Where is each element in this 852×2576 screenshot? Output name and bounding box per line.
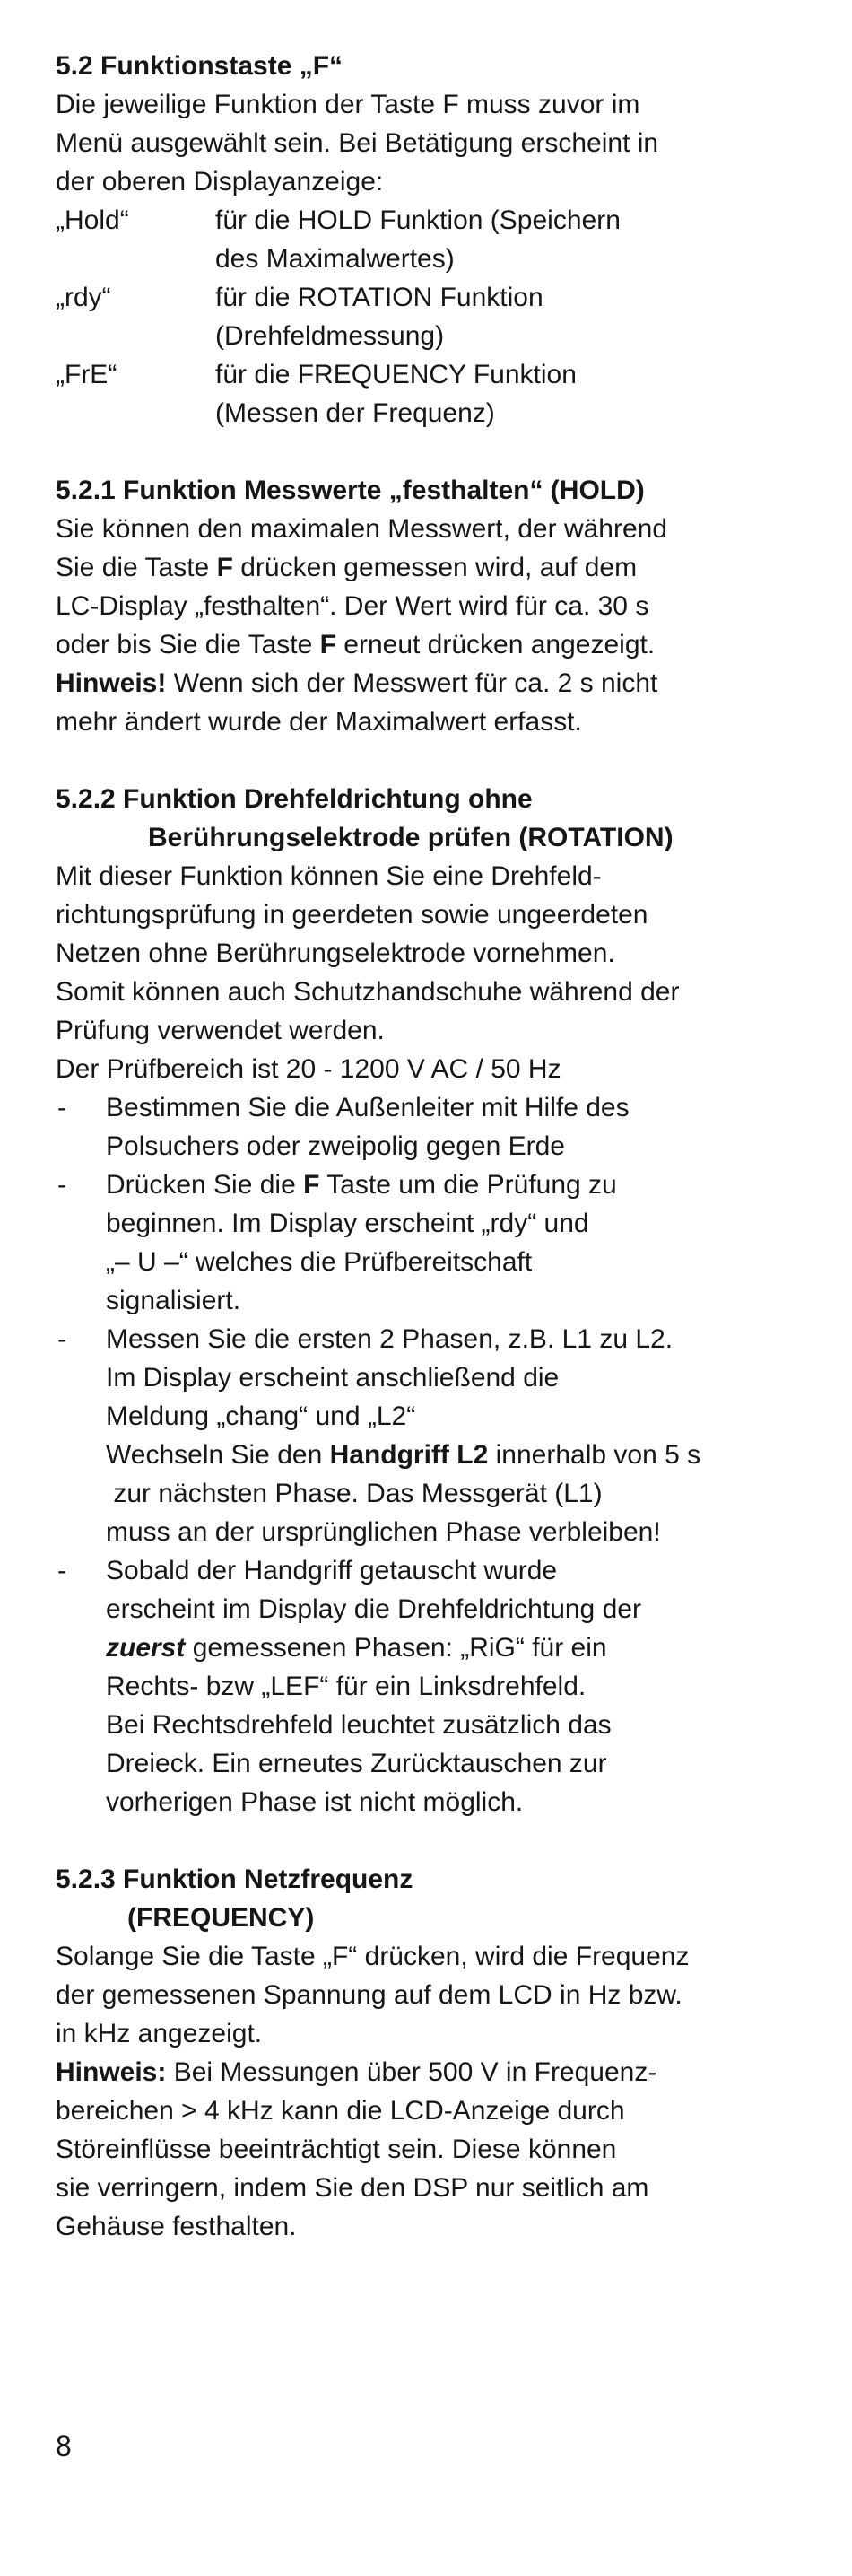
definition-desc: für die HOLD Funktion (Speichern: [215, 205, 621, 235]
section-heading-continued: (FREQUENCY): [127, 1903, 315, 1933]
section-5-2-2: [56, 780, 800, 1821]
paragraph-line: bereichen > 4 kHz kann die LCD-Anzeige durch: [56, 2096, 625, 2126]
list-item: - Messen Sie die ersten 2 Phasen, z.B. L1 zu L2. Im Display erscheint anschließend die Meldung „chang“ und „L2“ Wechseln Sie den Handgriff L2 innerhalb von 5 s zur nächsten Phase. Das Messgerät (L1) muss an der ursprünglichen Phase verbleiben!: [56, 1320, 800, 1551]
definition-term: „rdy“: [56, 283, 111, 312]
page-number: 8: [56, 2430, 72, 2462]
definition-hold: [56, 201, 800, 278]
definition-desc: des Maximalwertes): [215, 244, 455, 274]
definition-fre: [56, 355, 800, 432]
section-heading: 5.2.1 Funktion Messwerte „festhalten“ (HOLD): [56, 476, 645, 505]
paragraph-line: der oberen Displayanzeige:: [56, 167, 384, 196]
section-5-2: [56, 47, 800, 432]
list-item: - Drücken Sie die F Taste um die Prüfung zu beginnen. Im Display erscheint „rdy“ und „– U –“ welches die Prüfbereitschaft signalisiert.: [56, 1166, 800, 1320]
paragraph-line: Gehäuse festhalten.: [56, 2212, 297, 2241]
paragraph-line: der gemessenen Spannung auf dem LCD in Hz bzw.: [56, 1980, 682, 2010]
note-label: Hinweis!: [56, 668, 167, 698]
paragraph-line: in kHz angezeigt.: [56, 2019, 263, 2048]
section-heading: 5.2 Funktionstaste „F“: [56, 51, 343, 81]
manual-page: [56, 47, 800, 2246]
paragraph-line: Sie die Taste F drücken gemessen wird, auf dem: [56, 553, 638, 582]
bullet-dash: -: [57, 1324, 66, 1354]
bullet-dash: -: [57, 1556, 66, 1585]
paragraph-line: Mit dieser Funktion können Sie eine Drehfeld-: [56, 861, 602, 891]
definition-desc: (Messen der Frequenz): [215, 398, 495, 428]
paragraph-line: oder bis Sie die Taste F erneut drücken angezeigt.: [56, 630, 656, 659]
definition-term: „Hold“: [56, 205, 129, 235]
paragraph-line: Solange Sie die Taste „F“ drücken, wird die Frequenz: [56, 1942, 690, 1971]
definition-desc: für die FREQUENCY Funktion: [215, 360, 577, 389]
paragraph-line: Prüfung verwendet werden.: [56, 1016, 385, 1045]
bullet-dash: -: [57, 1093, 66, 1122]
section-5-2-3: [56, 1860, 800, 2246]
bullet-dash: -: [57, 1170, 66, 1200]
definition-term: „FrE“: [56, 360, 117, 389]
section-heading: 5.2.3 Funktion Netzfrequenz: [56, 1864, 413, 1894]
definition-desc: (Drehfeldmessung): [215, 321, 445, 351]
paragraph-line: Hinweis! Wenn sich der Messwert für ca. 2 s nicht: [56, 668, 658, 698]
paragraph-line: Somit können auch Schutzhandschuhe während der: [56, 977, 680, 1007]
list-item: - Sobald der Handgriff getauscht wurde erscheint im Display die Drehfeldrichtung der zuerst gemessenen Phasen: „RiG“ für ein Rechts- bzw „LEF“ für ein Linksdrehfeld. Bei Rechtsdrehfeld leuchtet zusätzlich das Dreieck. Ein erneutes Zurücktauschen zur vorherigen Phase ist nicht möglich.: [56, 1551, 800, 1821]
paragraph-line: LC-Display „festhalten“. Der Wert wird für ca. 30 s: [56, 591, 649, 621]
note-label: Hinweis:: [56, 2057, 167, 2087]
paragraph-line: Die jeweilige Funktion der Taste F muss zuvor im: [56, 90, 640, 119]
section-heading-continued: Berührungselektrode prüfen (ROTATION): [148, 823, 674, 852]
paragraph-line: richtungsprüfung in geerdeten sowie ungeerdeten: [56, 900, 648, 930]
paragraph-line: Sie können den maximalen Messwert, der während: [56, 514, 668, 544]
paragraph-line: Der Prüfbereich ist 20 - 1200 V AC / 50 Hz: [56, 1054, 561, 1084]
paragraph-line: Störeinflüsse beeinträchtigt sein. Diese können: [56, 2135, 617, 2164]
definition-rdy: [56, 278, 800, 355]
paragraph-line: Menü ausgewählt sein. Bei Betätigung erscheint in: [56, 128, 659, 158]
paragraph-line: Hinweis: Bei Messungen über 500 V in Frequenz-: [56, 2057, 657, 2087]
paragraph-line: mehr ändert wurde der Maximalwert erfasst.: [56, 707, 582, 737]
paragraph-line: Netzen ohne Berührungselektrode vornehmen.: [56, 939, 615, 968]
list-item: - Bestimmen Sie die Außenleiter mit Hilfe des Polsuchers oder zweipolig gegen Erde: [56, 1088, 800, 1166]
section-5-2-1: [56, 471, 800, 741]
section-heading: 5.2.2 Funktion Drehfeldrichtung ohne: [56, 784, 533, 814]
paragraph-line: sie verringern, indem Sie den DSP nur seitlich am: [56, 2173, 649, 2203]
definition-desc: für die ROTATION Funktion: [215, 283, 543, 312]
